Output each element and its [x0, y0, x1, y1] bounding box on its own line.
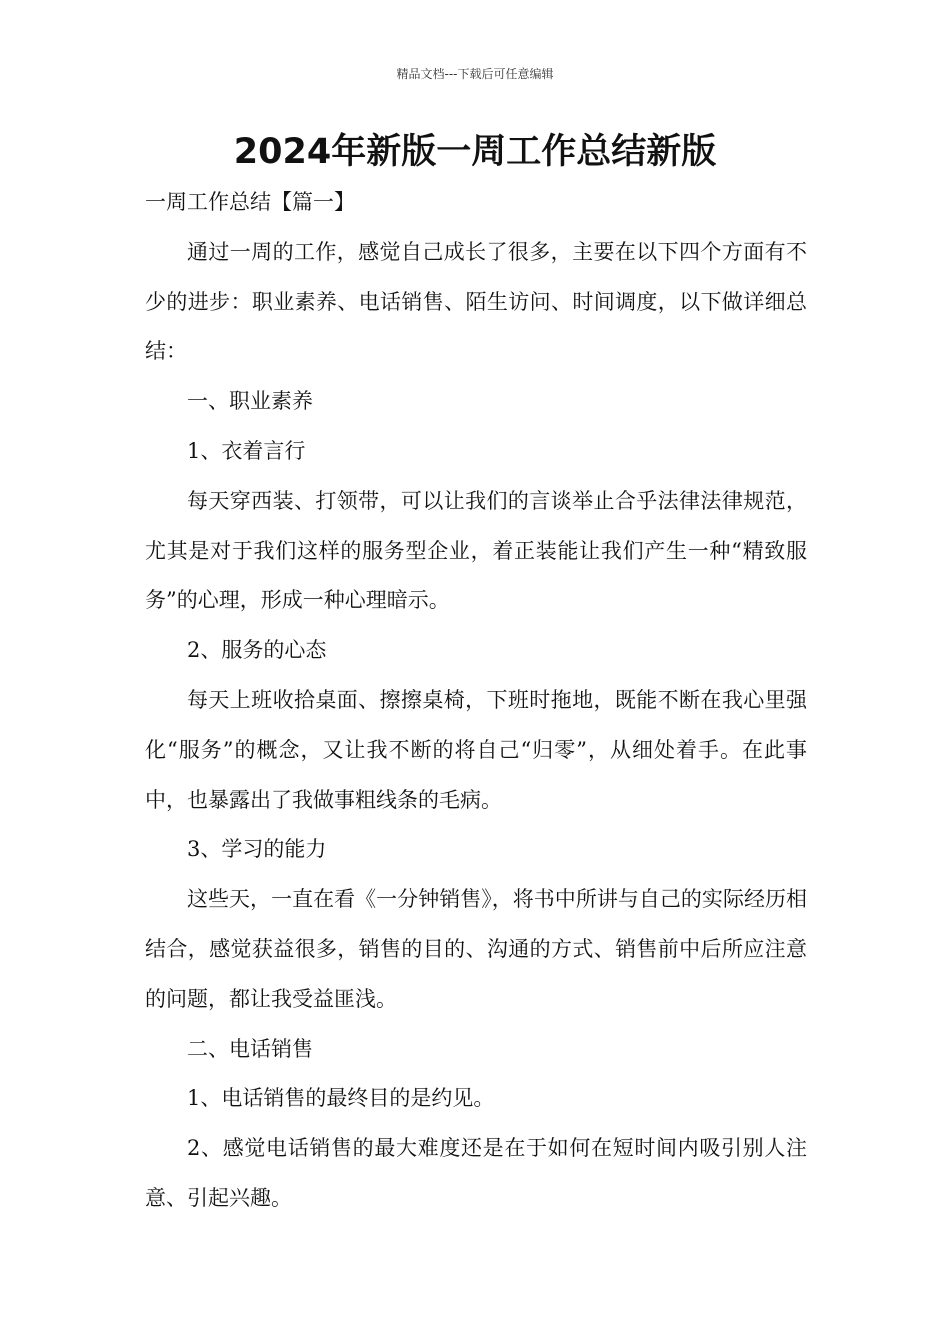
- subheading: 二、电话销售: [187, 1036, 313, 1061]
- page-header: 精品文档---下载后可任意编辑: [396, 67, 554, 81]
- section-title: 一周工作总结【篇一】: [145, 190, 355, 214]
- document-body: [145, 178, 807, 1224]
- subheading: 3、学习的能力: [187, 837, 327, 862]
- paragraph: 每天上班收拾桌面、擦擦桌椅，下班时拖地，既能不断在我心里强化“服务”的概念，又让我不断的将自己“归零”，从细处着手。在此事中，也暴露出了我做事粗线条的毛病。: [145, 687, 807, 812]
- paragraph: 这些天，一直在看《一分钟销售》，将书中所讲与自己的实际经历相结合，感觉获益很多，销售的目的、沟通的方式、销售前中后所应注意的问题，都让我受益匪浅。: [145, 887, 807, 1011]
- subheading: 一、职业素养: [187, 389, 313, 414]
- paragraph: 2、感觉电话销售的最大难度还是在于如何在短时间内吸引别人注意、引起兴趣。: [145, 1136, 807, 1210]
- paragraph: 通过一周的工作，感觉自己成长了很多，主要在以下四个方面有不少的进步：职业素养、电话销售、陌生访问、时间调度，以下做详细总结：: [145, 239, 807, 364]
- paragraph: 1、电话销售的最终目的是约见。: [187, 1086, 495, 1111]
- paragraph: 每天穿西装、打领带，可以让我们的言谈举止合乎法律法律规范，尤其是对于我们这样的服务型企业，着正装能让我们产生一种“精致服务”的心理，形成一种心理暗示。: [145, 488, 807, 613]
- document-title: 2024年新版一周工作总结新版: [233, 132, 717, 172]
- subheading: 1、衣着言行: [187, 438, 306, 463]
- subheading: 2、服务的心态: [187, 638, 327, 663]
